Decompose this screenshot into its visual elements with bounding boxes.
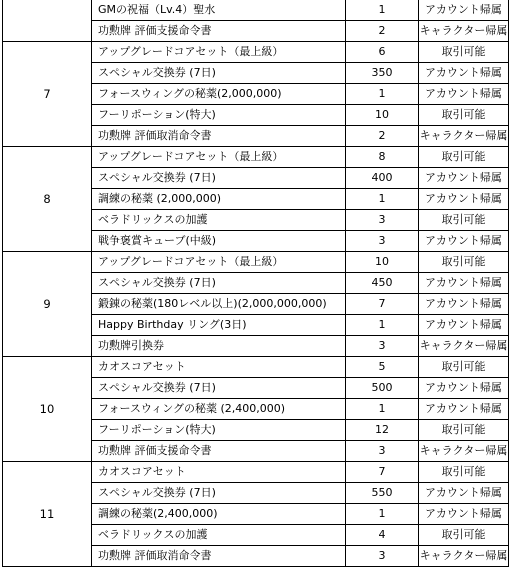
item-name-cell: GMの祝福（Lv.4）聖水	[92, 0, 346, 21]
item-name-cell: ベラドリックスの加護	[92, 525, 346, 546]
binding-type-cell: キャラクター帰属	[419, 21, 509, 42]
binding-type-cell: アカウント帰属	[419, 315, 509, 336]
level-cell: 10	[3, 357, 92, 462]
binding-type-cell: アカウント帰属	[419, 504, 509, 525]
quantity-cell: 3	[346, 231, 419, 252]
table-row	[3, 42, 509, 63]
item-name-cell: 功勲牌 評価取消命令書	[92, 126, 346, 147]
binding-type-cell: 取引可能	[419, 210, 509, 231]
quantity-cell: 1	[346, 0, 419, 21]
quantity-cell: 7	[346, 462, 419, 483]
binding-type-cell: 取引可能	[419, 357, 509, 378]
level-cell: 7	[3, 42, 92, 147]
quantity-cell: 3	[346, 441, 419, 462]
item-name-cell: スペシャル交換券 (7日)	[92, 273, 346, 294]
item-name-cell: 功勲牌 評価支援命令書	[92, 21, 346, 42]
item-name-cell: ベラドリックスの加護	[92, 210, 346, 231]
binding-type-cell: 取引可能	[419, 420, 509, 441]
item-name-cell: 功勲牌 評価取消命令書	[92, 546, 346, 567]
item-name-cell: Happy Birthday リング(3日)	[92, 315, 346, 336]
level-cell: 8	[3, 147, 92, 252]
item-name-cell: 鍛錬の秘薬(180レベル以上)(2,000,000,000)	[92, 294, 346, 315]
item-name-cell: アップグレードコアセット（最上級）	[92, 42, 346, 63]
item-name-cell: カオスコアセット	[92, 357, 346, 378]
item-name-cell: カオスコアセット	[92, 462, 346, 483]
binding-type-cell: 取引可能	[419, 252, 509, 273]
item-name-cell: スペシャル交換券 (7日)	[92, 168, 346, 189]
quantity-cell: 1	[346, 315, 419, 336]
quantity-cell: 1	[346, 399, 419, 420]
item-name-cell: フォースウィングの秘薬(2,000,000)	[92, 84, 346, 105]
item-name-cell: 調練の秘薬 (2,000,000)	[92, 189, 346, 210]
item-name-cell: スペシャル交換券 (7日)	[92, 378, 346, 399]
binding-type-cell: 取引可能	[419, 147, 509, 168]
item-name-cell: フォースウィングの秘薬 (2,400,000)	[92, 399, 346, 420]
quantity-cell: 450	[346, 273, 419, 294]
table-row	[3, 252, 509, 273]
binding-type-cell: アカウント帰属	[419, 189, 509, 210]
table-row	[3, 357, 509, 378]
quantity-cell: 500	[346, 378, 419, 399]
item-name-cell: 調練の秘薬(2,400,000)	[92, 504, 346, 525]
item-name-cell: スペシャル交換券 (7日)	[92, 63, 346, 84]
level-cell: 11	[3, 462, 92, 567]
quantity-cell: 400	[346, 168, 419, 189]
quantity-cell: 350	[346, 63, 419, 84]
binding-type-cell: 取引可能	[419, 462, 509, 483]
binding-type-cell: 取引可能	[419, 525, 509, 546]
item-name-cell: 功勲牌 評価支援命令書	[92, 441, 346, 462]
binding-type-cell: アカウント帰属	[419, 483, 509, 504]
quantity-cell: 550	[346, 483, 419, 504]
table-row	[3, 0, 509, 21]
reward-table-body	[3, 0, 509, 567]
item-name-cell: フーリポーション(特大)	[92, 105, 346, 126]
item-name-cell: フーリポーション(特大)	[92, 420, 346, 441]
quantity-cell: 4	[346, 525, 419, 546]
binding-type-cell: アカウント帰属	[419, 84, 509, 105]
item-name-cell: 戦争褒賞キューブ(中級)	[92, 231, 346, 252]
quantity-cell: 5	[346, 357, 419, 378]
level-cell	[3, 0, 92, 42]
binding-type-cell: アカウント帰属	[419, 63, 509, 84]
binding-type-cell: アカウント帰属	[419, 273, 509, 294]
quantity-cell: 10	[346, 105, 419, 126]
quantity-cell: 1	[346, 189, 419, 210]
binding-type-cell: アカウント帰属	[419, 168, 509, 189]
quantity-cell: 7	[346, 294, 419, 315]
item-name-cell: スペシャル交換券 (7日)	[92, 483, 346, 504]
binding-type-cell: アカウント帰属	[419, 294, 509, 315]
quantity-cell: 1	[346, 84, 419, 105]
quantity-cell: 3	[346, 336, 419, 357]
binding-type-cell: キャラクター帰属	[419, 546, 509, 567]
level-cell: 9	[3, 252, 92, 357]
quantity-cell: 8	[346, 147, 419, 168]
table-row	[3, 147, 509, 168]
item-name-cell: 功勲牌引換券	[92, 336, 346, 357]
binding-type-cell: アカウント帰属	[419, 231, 509, 252]
binding-type-cell: 取引可能	[419, 42, 509, 63]
binding-type-cell: キャラクター帰属	[419, 441, 509, 462]
binding-type-cell: アカウント帰属	[419, 0, 509, 21]
quantity-cell: 10	[346, 252, 419, 273]
quantity-cell: 1	[346, 504, 419, 525]
table-row	[3, 462, 509, 483]
quantity-cell: 3	[346, 546, 419, 567]
quantity-cell: 2	[346, 21, 419, 42]
binding-type-cell: キャラクター帰属	[419, 336, 509, 357]
binding-type-cell: アカウント帰属	[419, 378, 509, 399]
item-name-cell: アップグレードコアセット（最上級）	[92, 252, 346, 273]
quantity-cell: 12	[346, 420, 419, 441]
quantity-cell: 2	[346, 126, 419, 147]
quantity-cell: 6	[346, 42, 419, 63]
binding-type-cell: キャラクター帰属	[419, 126, 509, 147]
reward-table	[2, 0, 509, 567]
binding-type-cell: 取引可能	[419, 105, 509, 126]
quantity-cell: 3	[346, 210, 419, 231]
item-name-cell: アップグレードコアセット（最上級）	[92, 147, 346, 168]
binding-type-cell: アカウント帰属	[419, 399, 509, 420]
